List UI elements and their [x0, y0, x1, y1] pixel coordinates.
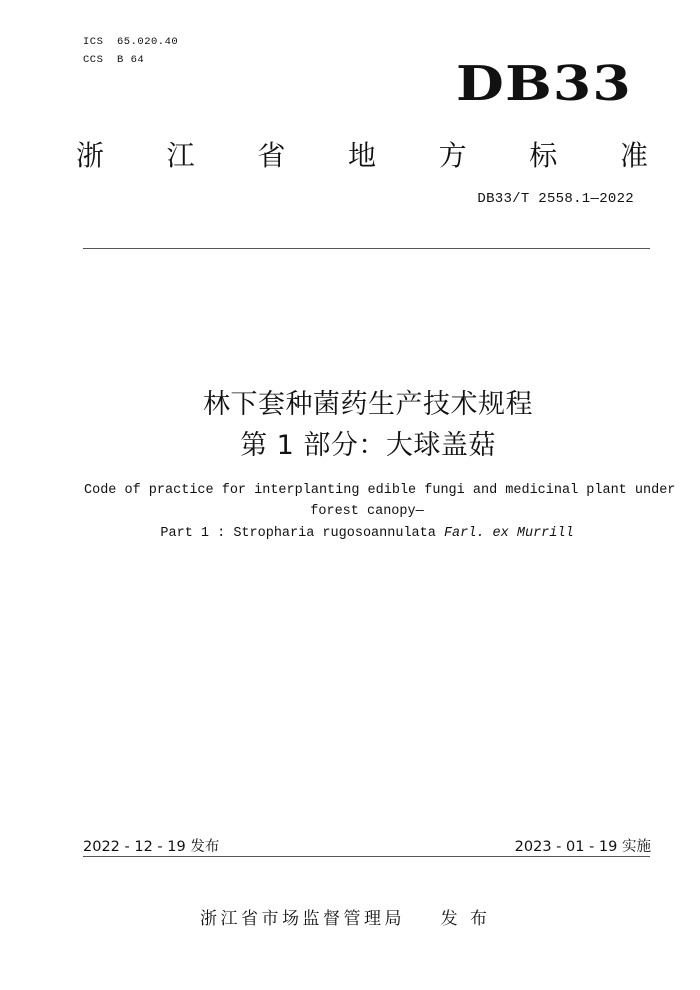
document-title-en-line2: forest canopy— [310, 504, 424, 519]
top-divider [83, 248, 650, 249]
standard-title-char: 标 [529, 139, 558, 172]
species-author: Farl. ex Murrill [443, 526, 574, 541]
standard-title-char: 地 [347, 139, 376, 172]
document-title-zh: 林下套种菌药生产技术规程 [203, 389, 533, 420]
document-subtitle-zh: 第 1 部分：大球盖菇 [240, 430, 496, 461]
standard-title-char: 方 [438, 139, 467, 172]
db33-logo: DB33 [456, 56, 632, 112]
standard-number: DB33/T 2558.1—2022 [477, 191, 634, 207]
document-title-en-line1: Code of practice for interplanting edible fungi and medicinal plant under [84, 483, 676, 498]
standard-title-char: 浙 [76, 139, 105, 172]
ics-code: ICS 65.020.40 [83, 36, 179, 48]
standard-type-title [76, 134, 648, 174]
standard-title-char: 省 [257, 139, 286, 172]
document-title-en-line3 [0, 526, 700, 541]
species-name: Part 1 : Stropharia rugosoannulata [160, 526, 444, 541]
implementation-date: 2023 - 01 - 19 实施 [514, 839, 651, 855]
ccs-code: CCS B 64 [83, 54, 145, 66]
bottom-divider [83, 856, 650, 857]
standard-title-char: 准 [619, 139, 648, 172]
standard-title-char: 江 [166, 139, 195, 172]
issue-date: 2022 - 12 - 19 发布 [83, 839, 220, 855]
publisher: 浙江省市场监督管理局 发 布 [200, 909, 491, 929]
